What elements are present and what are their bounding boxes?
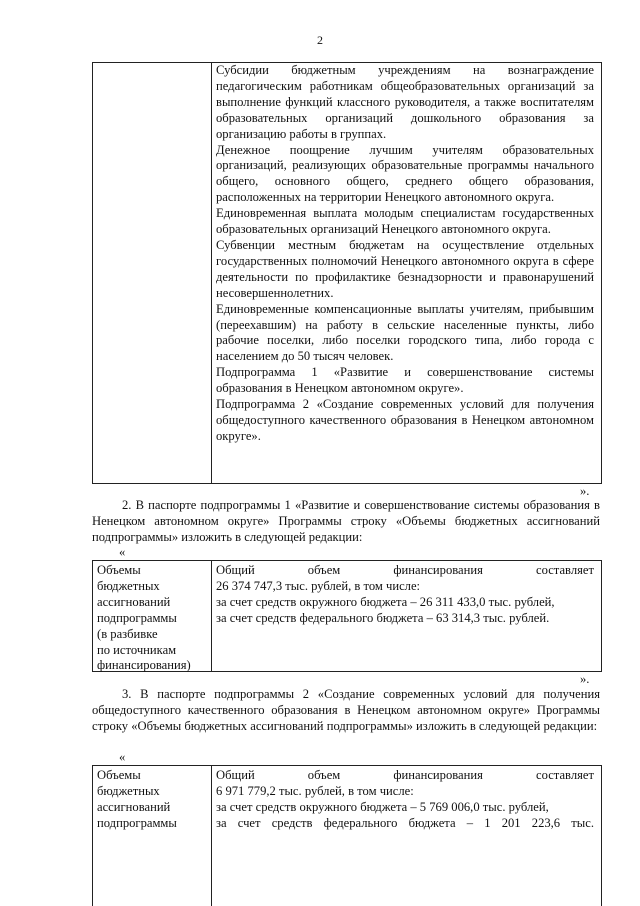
- funding-total-line: Общий объем финансирования составляет: [216, 768, 594, 782]
- left-cell-line: подпрограммы: [97, 610, 177, 625]
- budget-volume-table-2: [92, 765, 602, 906]
- table-item: Подпрограмма 1 «Развитие и совершенствование системы образования в Ненецком автономном округе».: [216, 365, 594, 396]
- table-item: Единовременная выплата молодым специалистам государственных образовательных организаций Ненецкого автономного округа.: [216, 206, 594, 237]
- left-cell-line: бюджетных: [97, 578, 160, 593]
- left-cell-line: по источникам: [97, 642, 177, 657]
- funding-regional-line: за счет средств окружного бюджета – 5 769 006,0 тыс. рублей,: [216, 799, 549, 814]
- opening-quote: «: [119, 750, 126, 764]
- table-item: Субвенции местным бюджетам на осуществление отдельных государственных полномочий Ненецкого автономного округа в сфере деятельности по профилактике безнадзорности и правонарушений несовершеннолетних.: [216, 237, 594, 300]
- budget-volume-table-1: [92, 560, 602, 672]
- paragraph-2: 2. В паспорте подпрограммы 1 «Развитие и совершенствование системы образования в Ненецком автономном округе» Программы строку «Объемы бюджетных ассигнований подпрограммы» изложить в следующей редакции:: [92, 498, 600, 544]
- funding-federal-line: за счет средств федерального бюджета – 1 201 223,6 тыс.: [216, 815, 594, 830]
- paragraph-3: 3. В паспорте подпрограммы 2 «Создание современных условий для получения общедоступного качественного образования в Ненецком автономном округе» Программы строку «Объемы бюджетных ассигнований подпрограммы» изложить в следующей редакции:: [92, 687, 600, 733]
- table-item: Субсидии бюджетным учреждениям на вознаграждение педагогическим работникам общеобразовательных организаций за выполнение функций классного руководителя, а также воспитателям образовательных организаций дошкольного образования за организацию работы в группах.: [216, 63, 594, 141]
- table-item: Подпрограмма 2 «Создание современных условий для получения общедоступного качественного образования в Ненецком автономном округе».: [216, 397, 594, 443]
- table-item: Денежное поощрение лучшим учителям образовательных организаций, реализующих образовательные программы начального общего, основного общего, среднего общего образования, расположенных на территории Ненецкого автономного округа.: [216, 142, 594, 205]
- table-left-cell: [97, 563, 191, 674]
- left-cell-line: ассигнований: [97, 594, 171, 609]
- left-cell-line: финансирования): [97, 658, 191, 673]
- table-column-divider: [211, 561, 212, 671]
- table-right-cell: [216, 563, 594, 627]
- closing-quote: ».: [580, 672, 590, 686]
- funding-total-value: 26 374 747,3 тыс. рублей, в том числе:: [216, 578, 421, 593]
- funding-total-value: 6 971 779,2 тыс. рублей, в том числе:: [216, 783, 414, 798]
- left-cell-line: ассигнований: [97, 799, 171, 814]
- opening-quote: «: [119, 545, 126, 559]
- funding-directions-table: [92, 62, 602, 484]
- table-column-divider: [211, 63, 212, 483]
- closing-quote: ».: [580, 484, 590, 498]
- left-cell-line: (в разбивке: [97, 626, 158, 641]
- table-item: Единовременные компенсационные выплаты учителям, прибывшим (переехавшим) на работу в сельские населенные пункты, либо рабочие поселки, либо поселки городского типа, либо города с населением до 50 тысяч человек.: [216, 301, 594, 364]
- funding-regional-line: за счет средств окружного бюджета – 26 311 433,0 тыс. рублей,: [216, 594, 555, 609]
- table-column-divider: [211, 766, 212, 906]
- table-right-cell: [216, 768, 594, 832]
- left-cell-line: Объемы: [97, 768, 141, 782]
- left-cell-line: Объемы: [97, 563, 141, 577]
- table-left-cell: [97, 768, 177, 832]
- page-number: 2: [317, 33, 323, 47]
- table-right-cell: [216, 63, 594, 445]
- funding-federal-line: за счет средств федерального бюджета – 63 314,3 тыс. рублей.: [216, 610, 550, 625]
- left-cell-line: бюджетных: [97, 783, 160, 798]
- left-cell-line: подпрограммы: [97, 815, 177, 830]
- funding-total-line: Общий объем финансирования составляет: [216, 563, 594, 577]
